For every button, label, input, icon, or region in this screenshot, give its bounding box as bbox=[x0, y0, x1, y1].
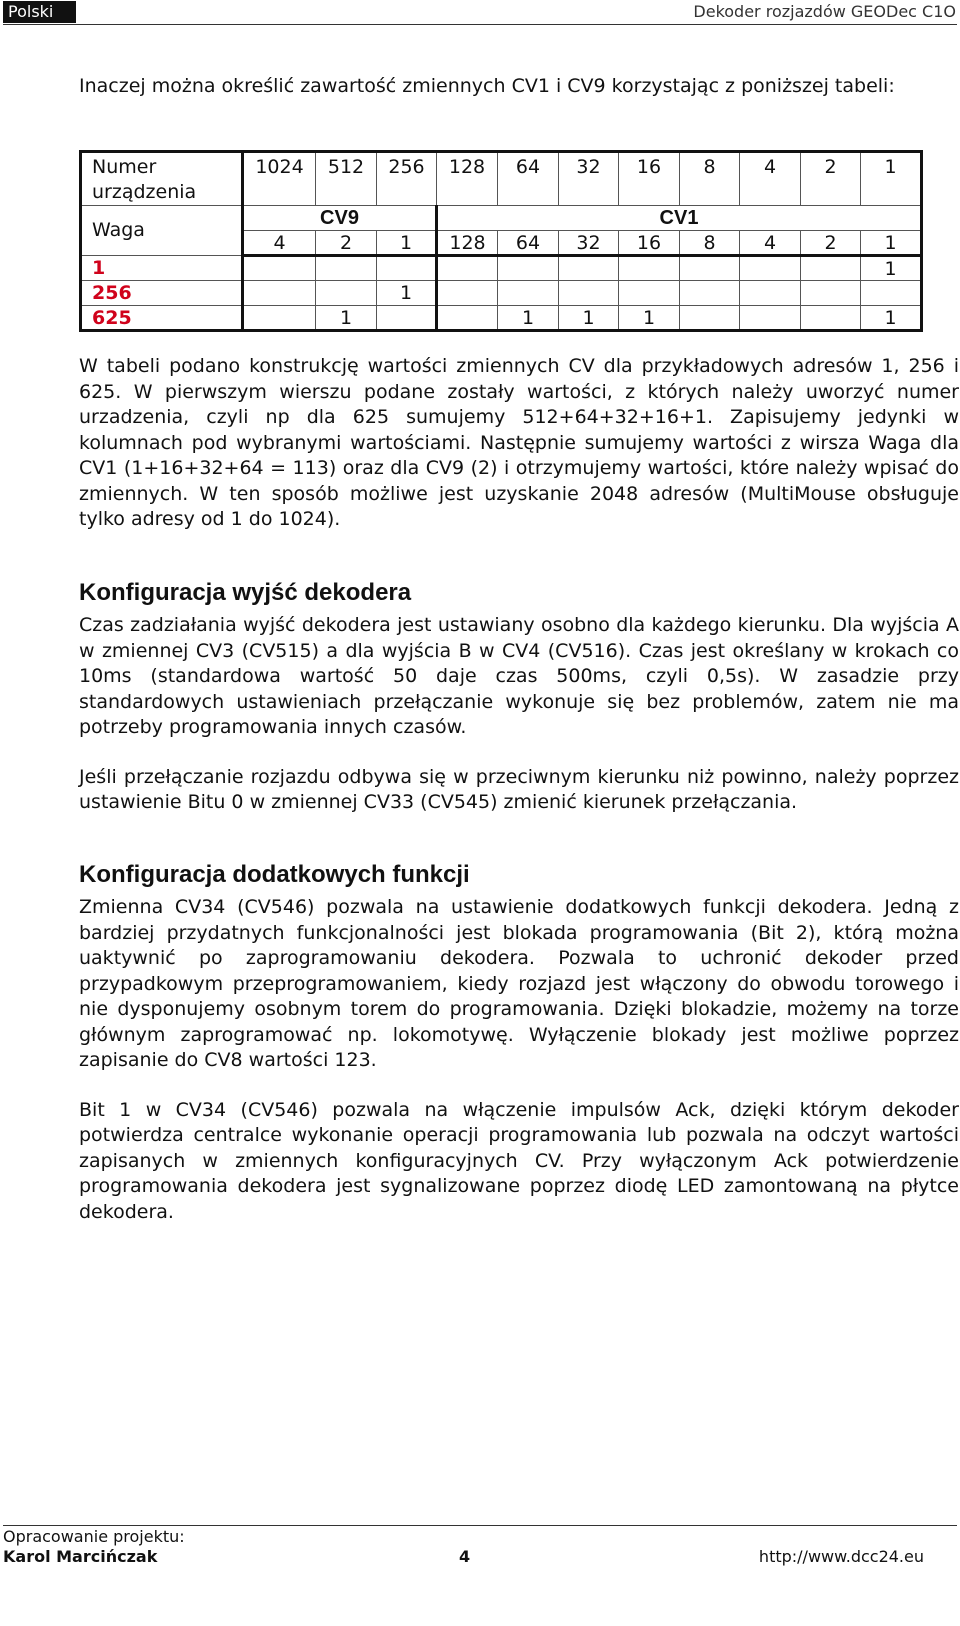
bit-cell: 1 bbox=[377, 281, 437, 306]
bit-cell bbox=[316, 256, 377, 281]
page-header bbox=[0, 0, 960, 26]
cv-weight: 1 bbox=[377, 231, 437, 256]
bit-cell bbox=[680, 256, 740, 281]
row-label: 625 bbox=[81, 306, 243, 331]
device-weight: 64 bbox=[498, 152, 559, 206]
page-number: 4 bbox=[459, 1547, 471, 1566]
table-row bbox=[81, 306, 922, 331]
cv-weight: 8 bbox=[680, 231, 740, 256]
table-explanation-text: W tabeli podano konstrukcję wartości zmiennych CV dla przykładowych adresów 1, 256 i 625. W pierwszym wierszu podane zostały wartości, z których należy uworzyć numer urzadzenia, czyli np dla 625 sumujemy 512+64+32+16+1. Zapisujemy jedynki w kolumnach pod wybranymi wartościami. Następnie sumujemy wartości z wirsza Waga dla CV1 (1+16+32+64 = 113) oraz dla CV9 (2) i otrzymujemy wartości, które należy wpisać do zmiennych. W ten sposób możliwe jest uzyskanie 2048 adresów (MultiMouse obsługuje tylko adresy od 1 do 1024). bbox=[79, 355, 959, 530]
bit-cell: 1 bbox=[861, 306, 922, 331]
device-weight: 1 bbox=[861, 152, 922, 206]
bit-cell bbox=[619, 256, 680, 281]
device-weight: 16 bbox=[619, 152, 680, 206]
table-row bbox=[81, 281, 922, 306]
footer-divider bbox=[3, 1525, 957, 1526]
section-heading: Konfiguracja wyjść dekodera bbox=[79, 579, 412, 606]
cv-weight: 4 bbox=[243, 231, 316, 256]
bit-cell bbox=[437, 281, 498, 306]
device-number-row bbox=[81, 152, 922, 206]
bit-cell bbox=[680, 281, 740, 306]
cv-header-row bbox=[81, 206, 922, 231]
bit-cell bbox=[619, 281, 680, 306]
cv-weight: 16 bbox=[619, 231, 680, 256]
header-divider bbox=[3, 24, 957, 25]
device-weight: 2 bbox=[801, 152, 861, 206]
cv-weight: 4 bbox=[740, 231, 801, 256]
cv-weight: 1 bbox=[861, 231, 922, 256]
bit-cell: 1 bbox=[559, 306, 619, 331]
cv1-label: CV1 bbox=[437, 206, 922, 231]
intro-block bbox=[79, 74, 959, 100]
device-weight: 256 bbox=[377, 152, 437, 206]
device-weight: 128 bbox=[437, 152, 498, 206]
bit-cell bbox=[498, 256, 559, 281]
paragraph: Jeśli przełączanie rozjazdu odbywa się w przeciwnym kierunku niż powinno, należy poprzez ustawienie Bitu 0 w zmiennej CV33 (CV545) zmienić kierunek przełączania. bbox=[79, 765, 959, 813]
device-label: Numer urządzenia bbox=[81, 152, 243, 206]
device-weight: 512 bbox=[316, 152, 377, 206]
bit-cell bbox=[801, 306, 861, 331]
bit-cell bbox=[559, 281, 619, 306]
bit-cell bbox=[437, 256, 498, 281]
footer-label: Opracowanie projektu: bbox=[3, 1527, 185, 1546]
bit-cell bbox=[243, 306, 316, 331]
bit-cell bbox=[243, 256, 316, 281]
paragraph: Zmienna CV34 (CV546) pozwala na ustawienie dodatkowych funkcji dekodera. Jedną z bardziej przydatnych funkcjonalności jest blokada programowania (Bit 2), którą można uaktywnić po zaprogramowaniu dekodera. Pozwala to uchronić dekoder przed przypadkowym przeprogramowaniem, kiedy rozjazd jest włączony do obwodu torowego i nie dysponujemy osobnym torem do programowania. Dzięki blokadzie, możemy na torze głównym zaprogramować np. lokomotywę. Wyłączenie blokady jest możliwe poprzez zapisanie do CV8 wartości 123. bbox=[79, 896, 959, 1071]
paragraph: Bit 1 w CV34 (CV546) pozwala na włączenie impulsów Ack, dzięki którym dekoder potwierdza centralce wykonanie operacji programowania lub pozwala na odczyt wartości zapisanych w zmiennych konfiguracyjnych CV. Przy wyłączonym Ack potwierdzenie programowania dekodera jest sygnalizowane poprzez diodę LED zamontowaną na płytce dekodera. bbox=[79, 1098, 959, 1223]
bit-cell bbox=[740, 256, 801, 281]
weight-label: Waga bbox=[81, 206, 243, 256]
section-functions-body bbox=[79, 895, 959, 1225]
bit-cell: 1 bbox=[861, 256, 922, 281]
cv-weight: 32 bbox=[559, 231, 619, 256]
bit-cell bbox=[377, 256, 437, 281]
device-weight: 8 bbox=[680, 152, 740, 206]
cv9-label: CV9 bbox=[243, 206, 437, 231]
cv-weight: 128 bbox=[437, 231, 498, 256]
device-weight: 4 bbox=[740, 152, 801, 206]
paragraph: Czas zadziałania wyjść dekodera jest ustawiany osobno dla każdego kierunku. Dla wyjścia A w zmiennej CV3 (CV515) a dla wyjścia B w CV4 (CV516). Czas jest określany w krokach co 10ms (standardowa wartość 50 daje czas 500ms, czyli 0,5s). W zasadzie przy standardowych ustawieniach przełączanie wykonuje się bez problemów, zatem nie ma potrzeby programowania innych czasów. bbox=[79, 614, 959, 738]
row-label: 256 bbox=[81, 281, 243, 306]
bit-cell bbox=[680, 306, 740, 331]
bit-cell: 1 bbox=[498, 306, 559, 331]
row-label: 1 bbox=[81, 256, 243, 281]
bit-cell bbox=[316, 281, 377, 306]
document-title: Dekoder rozjazdów GEODec C1O bbox=[693, 2, 956, 21]
footer-link[interactable]: http://www.dcc24.eu bbox=[758, 1547, 924, 1566]
language-label: Polski bbox=[3, 1, 76, 23]
bit-cell bbox=[559, 256, 619, 281]
bit-cell bbox=[801, 256, 861, 281]
bit-cell bbox=[740, 281, 801, 306]
section-outputs bbox=[79, 578, 959, 608]
device-weight: 1024 bbox=[243, 152, 316, 206]
section-functions bbox=[79, 860, 959, 890]
bit-cell: 1 bbox=[316, 306, 377, 331]
table-explanation bbox=[79, 354, 959, 533]
bit-cell bbox=[740, 306, 801, 331]
section-outputs-body bbox=[79, 613, 959, 816]
cv-weight: 64 bbox=[498, 231, 559, 256]
bit-cell bbox=[243, 281, 316, 306]
intro-text: Inaczej można określić zawartość zmiennych CV1 i CV9 korzystając z poniższej tabeli: bbox=[79, 75, 895, 97]
bit-cell bbox=[861, 281, 922, 306]
device-weight: 32 bbox=[559, 152, 619, 206]
bit-cell bbox=[498, 281, 559, 306]
footer-author: Karol Marcińczak bbox=[3, 1547, 158, 1566]
bit-cell: 1 bbox=[619, 306, 680, 331]
cv-table bbox=[79, 150, 923, 332]
table-row bbox=[81, 256, 922, 281]
bit-cell bbox=[801, 281, 861, 306]
bit-cell bbox=[437, 306, 498, 331]
cv-weight: 2 bbox=[801, 231, 861, 256]
bit-cell bbox=[377, 306, 437, 331]
section-heading: Konfiguracja dodatkowych funkcji bbox=[79, 861, 470, 888]
cv-weight: 2 bbox=[316, 231, 377, 256]
